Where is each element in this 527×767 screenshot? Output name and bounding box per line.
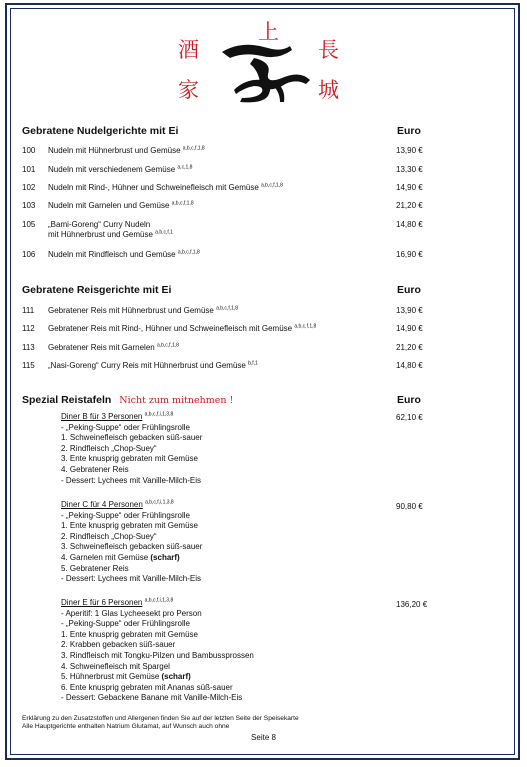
allergen-codes: a,c,1,8 xyxy=(177,164,193,171)
item-price: 16,90 € xyxy=(396,250,423,259)
set-menu-title: Diner C für 4 Personen xyxy=(61,500,143,509)
allergen-codes: a,b,c,f,1,8 xyxy=(294,323,317,330)
item-name: Nudeln mit verschiedenem Gemüse $^{a,c,1,8}$ xyxy=(48,164,193,174)
item-name: Gebratener Reis mit Garnelen $^{a,b,c,f,1,8}$ xyxy=(48,342,179,352)
allergen-codes: a,b,c,f,1,8 xyxy=(216,305,239,312)
allergen-codes: a,b,c,f,1,8 xyxy=(171,200,194,207)
item-name: „Bami-Goreng“ Curry Nudeln mit Hühnerbrust und Gemüse $^{a,b,c,f,1}$ xyxy=(48,220,173,239)
set-menu-line: 4. Schweinefleisch mit Spargel xyxy=(61,661,170,671)
set-menu-line: 4. Gebratener Reis xyxy=(61,464,129,474)
menu-item xyxy=(22,324,442,336)
allergen-codes: a,b,c,f,1,8 xyxy=(156,342,179,349)
set-menu-line: - „Peking-Suppe“ oder Frühlingsrolle xyxy=(61,422,190,432)
item-name: Nudeln mit Hühnerbrust und Gemüse $^{a,b,c,f,1,8}$ xyxy=(48,145,205,155)
item-name: „Nasi-Goreng“ Curry Reis mit Hühnerbrust und Gemüse $^{b,f,1}$ xyxy=(48,360,258,370)
set-menu-line: 4. Garnelen mit Gemüse (scharf) xyxy=(61,552,180,562)
set-menu-diner-e xyxy=(61,598,254,704)
set-menu-line: 3. Rindfleisch mit Tongku-Pilzen und Bambussprossen xyxy=(61,650,254,660)
logo-char-left-bottom: 家 xyxy=(178,78,199,102)
set-menu-price: 62,10 € xyxy=(396,413,423,422)
item-number: 105 xyxy=(22,220,36,229)
set-menu-line: - Dessert: Lychees mit Vanille-Milch-Eis xyxy=(61,475,202,485)
section-currency-rice: Euro xyxy=(397,284,421,296)
section-title-noodles: Gebratene Nudelgerichte mit Ei xyxy=(22,125,179,137)
item-number: 101 xyxy=(22,165,36,174)
set-menu-line: - „Peking-Suppe“ oder Frühlingsrolle xyxy=(61,510,190,520)
menu-item xyxy=(22,250,442,262)
set-menu-line: - Aperitif: 1 Glas Lycheesekt pro Person xyxy=(61,608,202,618)
allergen-codes: b,f,1 xyxy=(248,360,258,367)
logo-char-right-top: 長 xyxy=(318,38,339,62)
item-price: 14,90 € xyxy=(396,324,423,333)
set-menu-line: 2. Rindfleisch „Chop-Suey“ xyxy=(61,531,157,541)
item-number: 102 xyxy=(22,183,36,192)
set-menu-line: 1. Ente knusprig gebraten mit Gemüse xyxy=(61,521,198,531)
set-menu-diner-b xyxy=(61,412,202,486)
item-price: 13,90 € xyxy=(396,146,423,155)
item-price: 21,20 € xyxy=(396,343,423,352)
allergen-codes: a,b,c,f,1,8 xyxy=(177,249,200,256)
set-menu-line: 6. Ente knusprig gebraten mit Ananas süß-sauer xyxy=(61,682,233,692)
item-name: Nudeln mit Garnelen und Gemüse $^{a,b,c,f,1,8}$ xyxy=(48,200,194,210)
set-menu-title: Diner E für 6 Personen xyxy=(61,598,143,607)
footer-glutamate-note: Alle Hauptgerichte enthalten Natrium Glutamat, auf Wunsch auch ohne xyxy=(22,723,230,730)
section-title-rice: Gebratene Reisgerichte mit Ei xyxy=(22,284,172,296)
set-menu-price: 90,80 € xyxy=(396,502,423,511)
item-price: 14,80 € xyxy=(396,361,423,370)
item-price: 14,80 € xyxy=(396,220,423,229)
set-menu-line: 3. Schweinefleisch gebacken süß-sauer xyxy=(61,542,203,552)
great-wall-brush-icon xyxy=(170,18,360,110)
allergen-codes: a,b,c,f,i,1,3,8 xyxy=(144,411,174,418)
item-number: 112 xyxy=(22,324,35,333)
item-price: 13,90 € xyxy=(396,306,423,315)
allergen-codes: a,b,c,f,i,1,3,8 xyxy=(145,499,174,506)
item-price: 21,20 € xyxy=(396,201,423,210)
menu-item xyxy=(22,220,442,242)
item-name: Gebratener Reis mit Rind-, Hühner und Schweinefleisch mit Gemüse $^{a,b,c,f,1,8}$ xyxy=(48,323,317,333)
restaurant-logo xyxy=(170,18,360,110)
footer-note xyxy=(22,715,299,731)
allergen-codes: a,b,c,f,i,1,3,8 xyxy=(144,597,174,604)
set-menu-price: 136,20 € xyxy=(396,600,428,609)
menu-item xyxy=(22,146,442,158)
set-menu-line: 3. Ente knusprig gebraten mit Gemüse xyxy=(61,454,198,464)
item-number: 103 xyxy=(22,201,36,210)
set-menu-line: 5. Hühnerbrust mit Gemüse (scharf) xyxy=(61,672,191,682)
set-menu-title: Diner B für 3 Personen xyxy=(61,412,143,421)
menu-item xyxy=(22,306,442,318)
item-price: 13,30 € xyxy=(396,165,423,174)
allergen-codes: a,b,c,f,1,8 xyxy=(182,145,205,152)
set-menu-line: 1. Ente knusprig gebraten mit Gemüse xyxy=(61,629,198,639)
menu-item xyxy=(22,165,442,177)
footer-allergen-note: Erklärung zu den Zusatzstoffen und Allergenen finden Sie auf der letzten Seite der Speisekarte xyxy=(22,715,299,722)
allergen-codes: a,b,c,f,1,8 xyxy=(261,182,283,189)
logo-char-left-top: 酒 xyxy=(178,38,199,62)
section-currency-special: Euro xyxy=(397,394,421,406)
item-price: 14,90 € xyxy=(396,183,423,192)
set-menu-line: - Dessert: Gebackene Banane mit Vanille-Milch-Eis xyxy=(61,693,243,703)
page-number: Seite 8 xyxy=(251,733,276,742)
item-name: Gebratener Reis mit Hühnerbrust und Gemüse $^{a,b,c,f,1,8}$ xyxy=(48,305,239,315)
set-menu-line: 1. Schweinefleisch gebacken süß-sauer xyxy=(61,433,203,443)
logo-char-right-bottom: 城 xyxy=(318,78,339,102)
item-number: 111 xyxy=(22,306,35,315)
item-number: 106 xyxy=(22,250,36,259)
section-title-special: Spezial Reistafeln Nicht zum mitnehmen ! xyxy=(22,394,234,406)
takeaway-warning: Nicht zum mitnehmen ! xyxy=(119,395,234,406)
set-menu-line: 5. Gebratener Reis xyxy=(61,563,129,573)
set-menu-line: - „Peking-Suppe“ oder Frühlingsrolle xyxy=(61,619,190,629)
item-number: 100 xyxy=(22,146,36,155)
set-menu-diner-c xyxy=(61,500,202,585)
item-number: 113 xyxy=(22,343,35,352)
menu-item xyxy=(22,183,442,195)
section-currency-noodles: Euro xyxy=(397,125,421,137)
set-menu-line: - Dessert: Lychees mit Vanille-Milch-Eis xyxy=(61,574,202,584)
item-name: Nudeln mit Rind-, Hühner und Schweinefleisch mit Gemüse $^{a,b,c,f,1,8}$ xyxy=(48,182,283,192)
set-menu-line: 2. Krabben gebacken süß-sauer xyxy=(61,640,176,650)
menu-item xyxy=(22,361,442,373)
item-name: Nudeln mit Rindfleisch und Gemüse $^{a,b,c,f,1,8}$ xyxy=(48,249,200,259)
set-menu-line: 2. Rindfleisch „Chop-Suey“ xyxy=(61,443,157,453)
menu-item xyxy=(22,343,442,355)
logo-char-top: 上 xyxy=(258,20,279,44)
allergen-codes: a,b,c,f,1 xyxy=(155,229,173,236)
item-number: 115 xyxy=(22,361,35,370)
menu-item xyxy=(22,201,442,213)
